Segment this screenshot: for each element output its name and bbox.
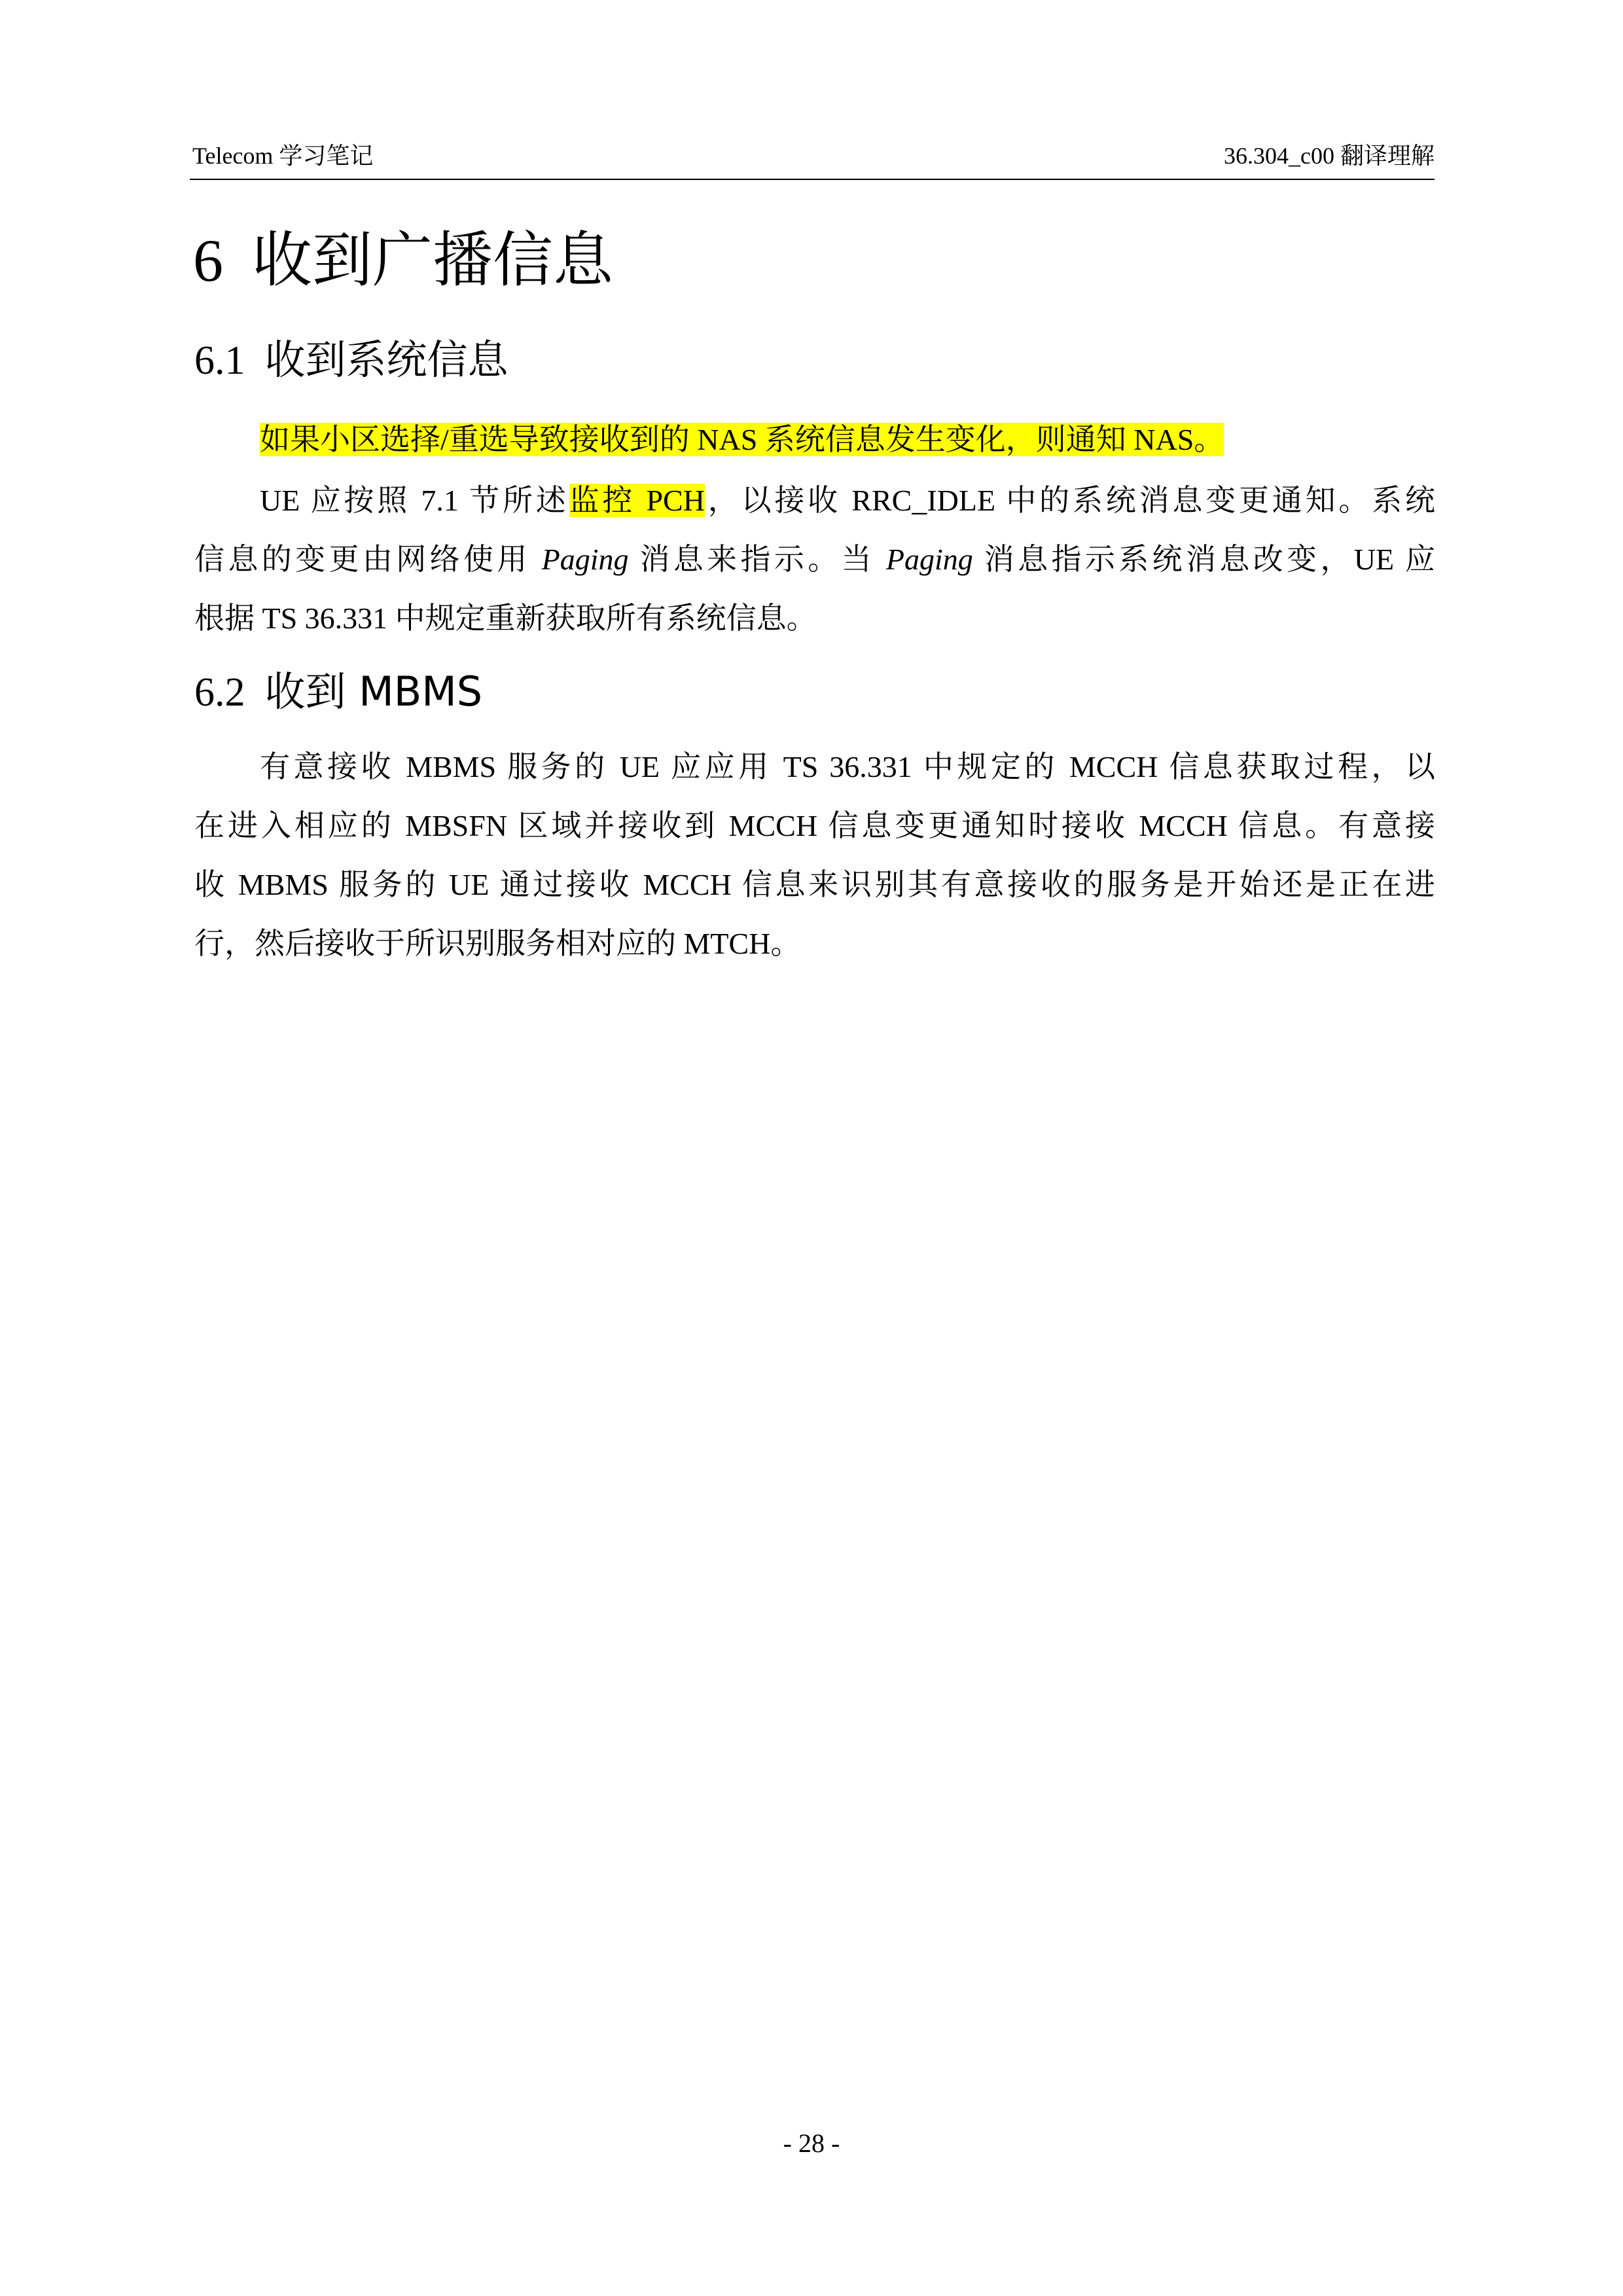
- header-divider: [190, 179, 1435, 180]
- paragraph-line: 有意接收 MBMS 服务的 UE 应应用 TS 36.331 中规定的 MCCH 信息获取过程，以: [260, 750, 1435, 783]
- paragraph-nas-change: [194, 410, 1435, 469]
- text-run: 信息的变更由网络使用: [194, 543, 542, 576]
- italic-term: Paging: [541, 543, 629, 576]
- paragraph-line: [194, 471, 1435, 530]
- paragraph-line: 在进入相应的 MBSFN 区域并接收到 MCCH 信息变更通知时接收 MCCH 信息。有意接: [194, 809, 1435, 842]
- section-number: 6.2: [194, 670, 245, 715]
- header-doc-id: 36.304_c00 翻译理解: [1224, 143, 1435, 169]
- chapter-title-text: 收到广播信息: [252, 225, 614, 295]
- text-run: 根据 TS 36.331 中规定重新获取所有系统信息。: [194, 601, 817, 635]
- highlighted-text: 如果小区选择/重选导致接收到的 NAS 系统信息发生变化，则通知 NAS。: [260, 423, 1224, 456]
- text-run: 消息指示系统消息改变，UE 应: [972, 543, 1436, 576]
- section-heading-6-1: [194, 334, 508, 387]
- paragraph-line: [194, 410, 1435, 469]
- header-title: Telecom 学习笔记: [192, 143, 374, 169]
- paragraph-line: 行，然后接收于所识别服务相对应的 MTCH。: [194, 927, 801, 960]
- paragraph-line: [194, 530, 1435, 589]
- paragraph-system-info-change: [194, 471, 1435, 648]
- paragraph-line: 收 MBMS 服务的 UE 通过接收 MCCH 信息来识别其有意接收的服务是开始还是正在进: [194, 868, 1435, 901]
- page-header: [190, 134, 1435, 180]
- paragraph-mbms: [194, 738, 1435, 973]
- text-run: ，以接收 RRC_IDLE 中的系统消息变更通知。系统: [704, 484, 1436, 517]
- chapter-title: [193, 221, 613, 300]
- italic-term: Paging: [885, 543, 973, 576]
- section-number: 6.1: [194, 338, 245, 383]
- highlighted-text: 监控 PCH: [569, 484, 705, 517]
- page-number: - 28 -: [783, 2128, 840, 2158]
- text-run: UE 应按照 7.1 节所述: [260, 484, 569, 517]
- paragraph-line: [194, 589, 1435, 648]
- text-run: 消息来指示。当: [628, 543, 886, 576]
- section-heading-6-2: [194, 666, 482, 719]
- chapter-number: 6: [193, 227, 223, 294]
- section-title-text: 收到 MBMS: [264, 668, 483, 715]
- section-title-text: 收到系统信息: [264, 336, 508, 384]
